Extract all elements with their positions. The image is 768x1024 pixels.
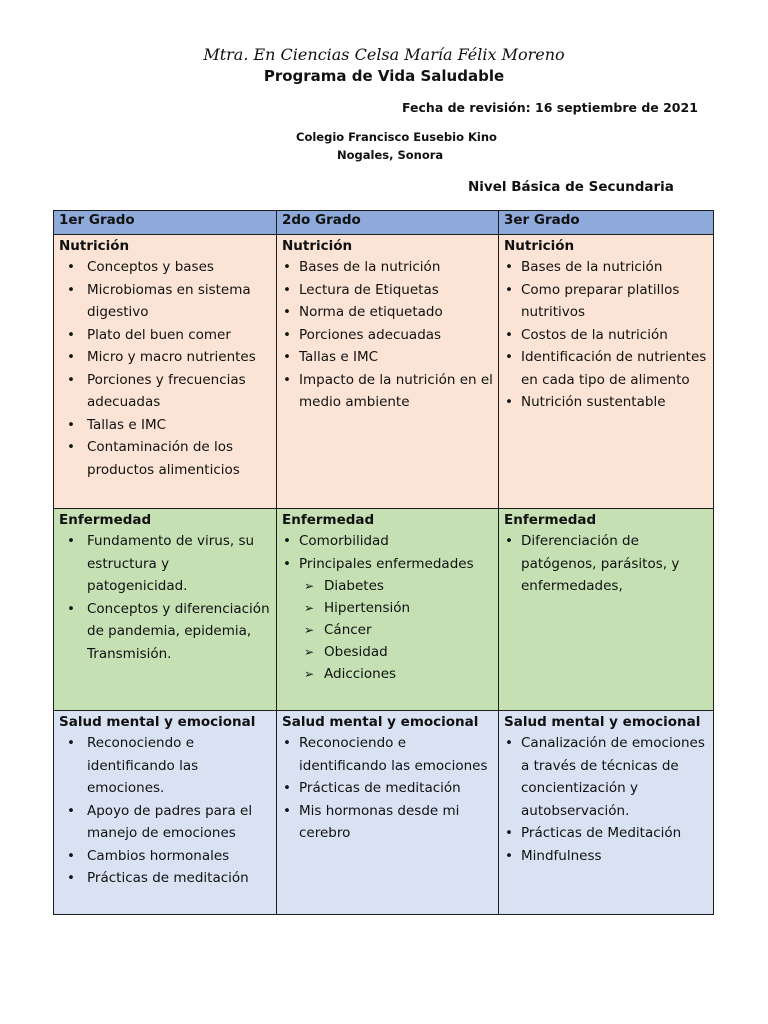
list-item: • Micro y macro nutrientes [59,346,271,369]
school-name: Colegio Francisco Eusebio Kino [296,130,497,144]
topic-list [59,732,271,890]
author-name: Mtra. En Ciencias Celsa María Félix Moreno [203,45,565,64]
list-item: • Bases de la nutrición [282,256,493,279]
section-title: Salud mental y emocional [504,714,701,730]
list-item: • Mindfulness [504,845,708,868]
education-level: Nivel Básica de Secundaria [468,179,674,195]
list-item: • Bases de la nutrición [504,256,708,279]
list-item: • Canalización de emociones a través de técnicas de concientización y autobservación. [504,732,708,822]
topic-list [59,530,271,665]
list-item: • Reconociendo e identificando las emociones [282,732,493,777]
column-header-1: 1er Grado [54,211,277,235]
topic-list [59,256,271,481]
section-title: Salud mental y emocional [59,714,256,730]
topic-list [504,530,708,598]
list-item: • Lectura de Etiquetas [282,279,493,302]
mental-health-cell-grade2 [277,711,499,915]
mental-health-row [54,711,714,915]
section-title: Enfermedad [504,512,597,528]
topic-list [504,732,708,867]
list-item: • Principales enfermedades [282,553,493,576]
disease-row [54,509,714,711]
list-item: • Como preparar platillos nutritivos [504,279,708,324]
curriculum-table [53,210,714,915]
topic-list [282,530,493,575]
list-item: • Conceptos y diferenciación de pandemia, epidemia, Transmisión. [59,598,271,666]
nutrition-row [54,235,714,509]
mental-health-cell-grade1 [54,711,277,915]
nutrition-cell-grade2 [277,235,499,509]
mental-health-cell-grade3 [499,711,714,915]
list-item: • Prácticas de Meditación [504,822,708,845]
list-item: • Diferenciación de patógenos, parásitos, y enfermedades, [504,530,708,598]
list-item: ➢ Cáncer [282,619,493,641]
column-header-3: 3er Grado [499,211,714,235]
section-title: Nutrición [59,238,130,254]
section-title: Nutrición [282,238,353,254]
list-item: • Contaminación de los productos alimenticios [59,436,271,481]
disease-sublist [282,575,493,685]
list-item: • Reconociendo e identificando las emociones. [59,732,271,800]
section-title: Enfermedad [59,512,152,528]
disease-cell-grade3 [499,509,714,711]
list-item: • Prácticas de meditación [59,867,271,890]
list-item: ➢ Diabetes [282,575,493,597]
disease-cell-grade1 [54,509,277,711]
list-item: ➢ Hipertensión [282,597,493,619]
list-item: ➢ Obesidad [282,641,493,663]
section-title: Nutrición [504,238,575,254]
header-row [54,211,714,235]
list-item: ➢ Adicciones [282,663,493,685]
list-item: • Cambios hormonales [59,845,271,868]
list-item: • Prácticas de meditación [282,777,493,800]
section-title: Enfermedad [282,512,375,528]
column-header-2: 2do Grado [277,211,499,235]
list-item: • Comorbilidad [282,530,493,553]
nutrition-cell-grade1 [54,235,277,509]
topic-list [282,732,493,845]
school-city: Nogales, Sonora [337,148,444,162]
list-item: • Identificación de nutrientes en cada tipo de alimento [504,346,708,391]
list-item: • Porciones adecuadas [282,324,493,347]
program-title: Programa de Vida Saludable [263,67,505,85]
list-item: • Fundamento de virus, su estructura y patogenicidad. [59,530,271,598]
list-item: • Mis hormonas desde mi cerebro [282,800,493,845]
section-title: Salud mental y emocional [282,714,479,730]
list-item: • Tallas e IMC [282,346,493,369]
revision-date: Fecha de revisión: 16 septiembre de 2021 [402,100,698,115]
list-item: • Plato del buen comer [59,324,271,347]
list-item: • Norma de etiquetado [282,301,493,324]
list-item: • Apoyo de padres para el manejo de emociones [59,800,271,845]
list-item: • Costos de la nutrición [504,324,708,347]
list-item: • Impacto de la nutrición en el medio ambiente [282,369,493,414]
list-item: • Microbiomas en sistema digestivo [59,279,271,324]
topic-list [504,256,708,414]
nutrition-cell-grade3 [499,235,714,509]
topic-list [282,256,493,414]
list-item: • Tallas e IMC [59,414,271,437]
disease-cell-grade2 [277,509,499,711]
list-item: • Nutrición sustentable [504,391,708,414]
list-item: • Porciones y frecuencias adecuadas [59,369,271,414]
list-item: • Conceptos y bases [59,256,271,279]
